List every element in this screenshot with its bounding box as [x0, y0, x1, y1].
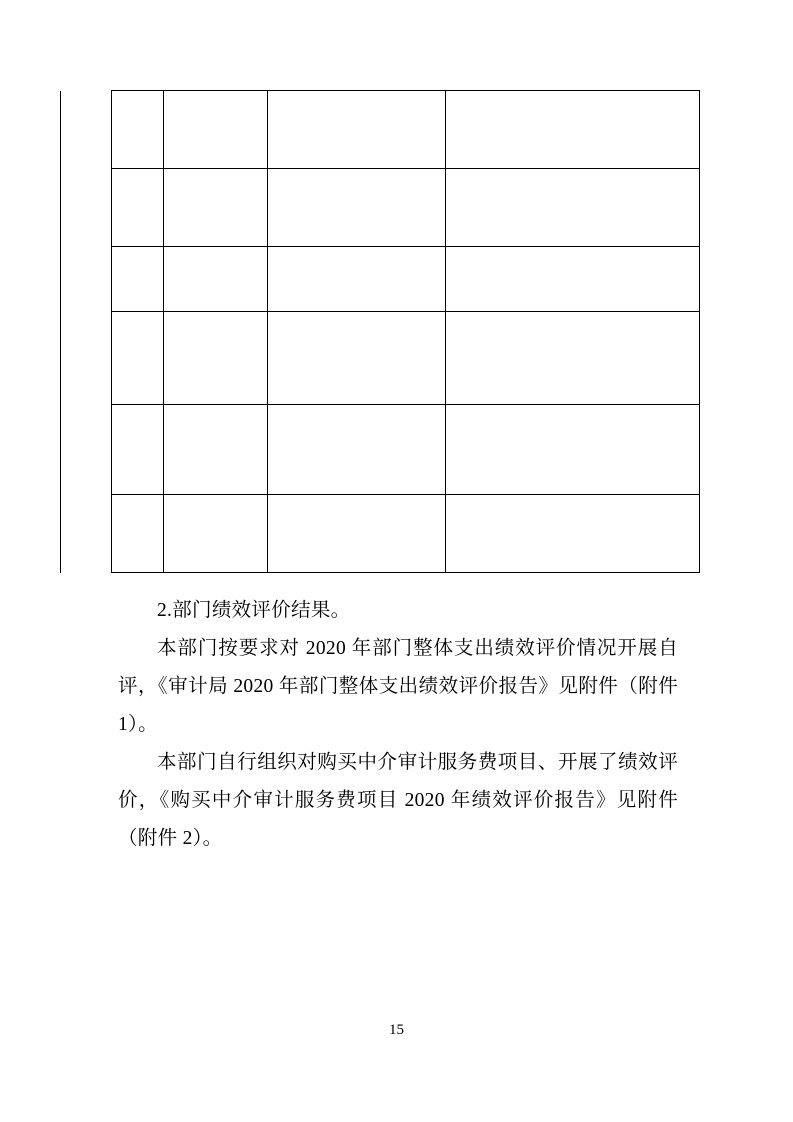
table-cell — [112, 169, 163, 247]
table-row — [61, 91, 700, 169]
data-table-container — [60, 90, 700, 573]
table-cell-spine — [61, 312, 112, 405]
table-row — [61, 312, 700, 405]
table-row — [61, 169, 700, 247]
table-cell — [445, 495, 699, 573]
table-cell — [163, 495, 268, 573]
table-cell-spine — [61, 247, 112, 312]
paragraph-heading: 2.部门绩效评价结果。 — [157, 600, 351, 621]
table-cell — [268, 312, 445, 405]
table-cell — [268, 405, 445, 495]
paragraph-2: 本部门自行组织对购买中介审计服务费项目、开展了绩效评价，《购买中介审计服务费项目 2020 年绩效评价报告》见附件（附件 2）。 — [118, 752, 678, 849]
table-cell — [445, 312, 699, 405]
table-row — [61, 405, 700, 495]
table-cell — [163, 312, 268, 405]
table-cell — [268, 91, 445, 169]
performance-table — [60, 90, 700, 573]
table-cell-spine — [61, 169, 112, 247]
table-row — [61, 495, 700, 573]
table-cell — [163, 169, 268, 247]
table-cell — [445, 169, 699, 247]
table-cell — [268, 495, 445, 573]
body-text — [118, 592, 678, 858]
table-cell — [112, 312, 163, 405]
table-cell-spine — [61, 495, 112, 573]
table-cell-spine — [61, 91, 112, 169]
table-cell — [112, 495, 163, 573]
table-row — [61, 247, 700, 312]
table-cell — [112, 91, 163, 169]
paragraph-1: 本部门按要求对 2020 年部门整体支出绩效评价情况开展自评，《审计局 2020 年部门整体支出绩效评价报告》见附件（附件 1）。 — [118, 638, 678, 735]
table-cell — [112, 247, 163, 312]
table-cell — [112, 405, 163, 495]
table-cell — [163, 91, 268, 169]
table-cell — [163, 405, 268, 495]
table-cell — [445, 91, 699, 169]
page-number: 15 — [389, 1022, 404, 1038]
table-cell-spine — [61, 405, 112, 495]
table-cell — [268, 169, 445, 247]
table-cell — [268, 247, 445, 312]
table-cell — [163, 247, 268, 312]
table-cell — [445, 247, 699, 312]
table-cell — [445, 405, 699, 495]
